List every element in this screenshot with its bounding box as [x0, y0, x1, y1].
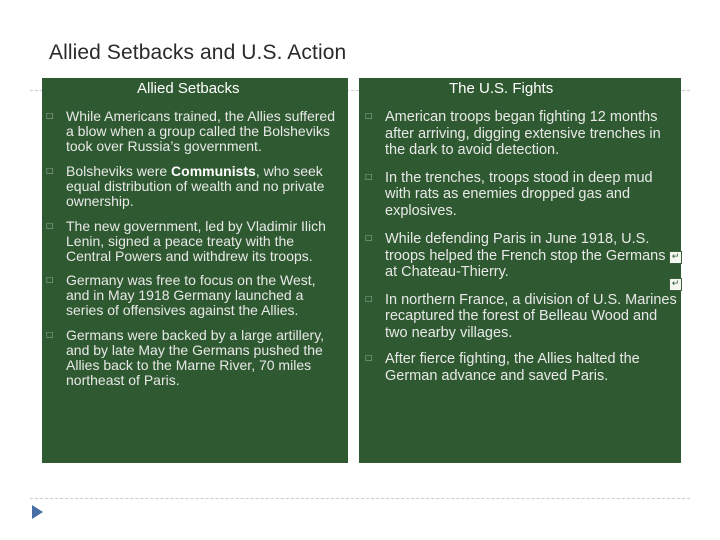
bullet-icon: □ — [46, 275, 54, 284]
bullet-icon: □ — [365, 353, 373, 362]
bullet-text-pre: Bolsheviks were — [66, 163, 172, 179]
bullet-text-bold: Communists — [171, 163, 256, 179]
bullet-icon: □ — [365, 171, 373, 181]
left-bullet-list — [46, 109, 336, 388]
bullet-text: In the trenches, troops stood in deep mud with rats as enemies dropped gas and explosives. — [385, 169, 653, 219]
return-arrow-icon[interactable]: ↵ — [669, 251, 682, 264]
bullet-item — [365, 351, 677, 384]
bullet-icon: □ — [46, 330, 54, 339]
bullet-icon: □ — [46, 221, 54, 230]
bullet-icon: □ — [46, 111, 54, 120]
left-column-heading: Allied Setbacks — [137, 80, 240, 97]
bullet-item — [46, 273, 336, 318]
footer-divider — [30, 498, 690, 499]
bullet-text: While defending Paris in June 1918, U.S. troops helped the French stop the Germans at Chateau-Thierry. — [385, 231, 666, 280]
bullet-text: While Americans trained, the Allies suffered a blow when a group called the Bolsheviks took over Russia’s government. — [66, 108, 335, 154]
bullet-item — [365, 231, 677, 281]
bullet-icon: □ — [365, 233, 373, 242]
bullet-text: American troops began fighting 12 months after arriving, digging extensive trenches in the dark to avoid detection. — [385, 109, 661, 158]
bullet-text-post: , who seek equal distribution of wealth and no private ownership. — [66, 163, 325, 209]
bullet-item — [365, 292, 677, 342]
bullet-text: In northern France, a division of U.S. Marines recaptured the forest of Belleau Wood and two nearby villages. — [385, 291, 677, 341]
bullet-item — [365, 170, 677, 220]
bullet-text: Germans were backed by a large artillery, and by late May the Germans pushed the Allies back to the Marne River, 70 miles northeast of Paris. — [66, 327, 325, 388]
bullet-item — [46, 219, 336, 264]
play-triangle-icon[interactable] — [32, 505, 43, 519]
bullet-icon: □ — [365, 293, 373, 303]
bullet-icon: □ — [365, 111, 373, 120]
right-bullet-list — [365, 109, 677, 384]
bullet-text: After fierce fighting, the Allies halted the German advance and saved Paris. — [385, 351, 640, 384]
bullet-item — [365, 109, 677, 159]
bullet-item — [46, 164, 336, 209]
slide-title: Allied Setbacks and U.S. Action — [49, 41, 347, 64]
return-arrow-icon[interactable]: ↵ — [669, 278, 682, 291]
bullet-text: Germany was free to focus on the West, and in May 1918 Germany launched a series of offensives against the Allies. — [66, 272, 316, 318]
bullet-item — [46, 109, 336, 154]
right-column-heading: The U.S. Fights — [449, 80, 554, 97]
bullet-item — [46, 328, 336, 388]
bullet-text: The new government, led by Vladimir Ilich Lenin, signed a peace treaty with the Central Powers and withdrew its troops. — [66, 218, 326, 264]
bullet-icon: □ — [46, 166, 54, 175]
